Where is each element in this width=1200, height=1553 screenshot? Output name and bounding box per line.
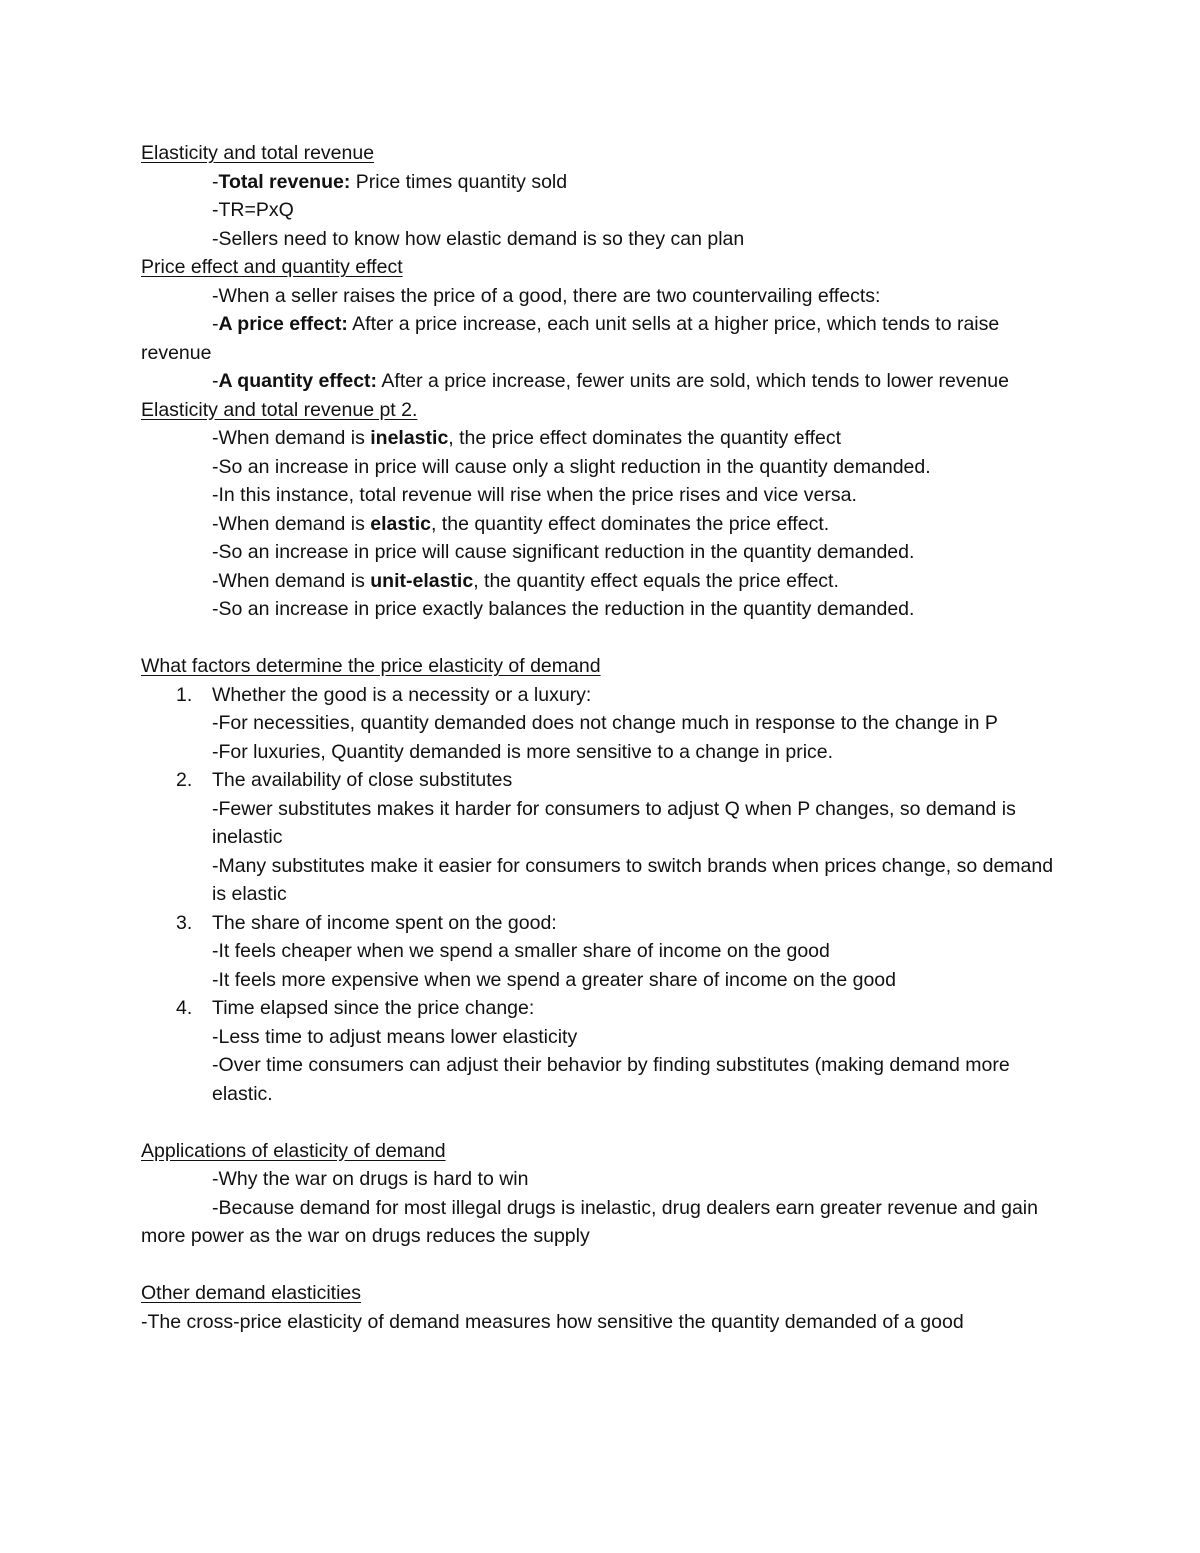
- list-item: [141, 681, 1066, 767]
- spacer: [141, 1251, 1066, 1280]
- unit-elastic-explanation: -So an increase in price exactly balances the reduction in the quantity demanded.: [212, 598, 915, 620]
- section-heading-other-elasticities: Other demand elasticities: [141, 1282, 362, 1304]
- list-number: 1.: [176, 683, 193, 706]
- list-item: [141, 766, 1066, 909]
- list-item: [141, 909, 1066, 995]
- list-item-body: [212, 766, 1066, 909]
- section-heading-elasticity-total-revenue: Elasticity and total revenue: [141, 142, 375, 164]
- term-elastic: elastic: [370, 512, 431, 535]
- formula-line: -TR=PxQ: [212, 199, 294, 221]
- term-price-effect: A price effect:: [218, 313, 348, 335]
- term-total-revenue: Total revenue:: [218, 170, 351, 193]
- text: -When demand is: [212, 569, 371, 592]
- list-item-sub: -Over time consumers can adjust their behavior by finding substitutes (making demand more elastic.: [212, 1054, 1010, 1105]
- text: -When demand is: [212, 512, 371, 535]
- section-heading-elasticity-total-revenue-pt2: Elasticity and total revenue pt 2.: [141, 398, 418, 421]
- sellers-note: -Sellers need to know how elastic demand is so they can plan: [212, 227, 745, 250]
- list-number: 2.: [176, 769, 193, 791]
- total-revenue-definition: [141, 168, 1066, 197]
- list-item-title: The availability of close substitutes: [212, 769, 513, 791]
- section-heading-determinants: What factors determine the price elasticity of demand: [141, 655, 601, 677]
- list-item-title: Whether the good is a necessity or a luxury:: [212, 683, 592, 706]
- list-item-body: [212, 994, 1066, 1108]
- list-item-sub: -For luxuries, Quantity demanded is more sensitive to a change in price.: [212, 740, 834, 763]
- price-effect-definition: [141, 310, 1066, 367]
- term-quantity-effect: A quantity effect:: [218, 370, 378, 392]
- spacer: [141, 624, 1066, 653]
- document-body: [141, 139, 1066, 1336]
- list-item-sub: -It feels cheaper when we spend a smaller share of income on the good: [212, 940, 830, 962]
- prefix: -: [212, 370, 219, 392]
- list-item-sub: -Many substitutes make it easier for consumers to switch brands when prices change, so demand is elastic: [212, 854, 1054, 905]
- list-item-title: The share of income spent on the good:: [212, 911, 557, 934]
- definition-text: After a price increase, each unit sells at a higher price, which tends to raise revenue: [141, 313, 1000, 364]
- list-item-title: Time elapsed since the price change:: [212, 997, 535, 1019]
- war-on-drugs-line: -Why the war on drugs is hard to win: [212, 1168, 529, 1190]
- list-item-sub: -It feels more expensive when we spend a greater share of income on the good: [212, 968, 896, 991]
- cross-price-elasticity-line: -The cross-price elasticity of demand measures how sensitive the quantity demanded of a good: [141, 1310, 964, 1333]
- section-heading-price-quantity-effect: Price effect and quantity effect: [141, 256, 403, 278]
- list-item-body: [212, 681, 1066, 767]
- text: , the price effect dominates the quantity effect: [448, 427, 842, 449]
- unit-elastic-line: [141, 567, 1066, 596]
- inelastic-line: [141, 424, 1066, 453]
- war-on-drugs-explanation: -Because demand for most illegal drugs is inelastic, drug dealers earn greater revenue and gain more power as the war on drugs reduces the supply: [141, 1196, 1038, 1247]
- inelastic-explanation: -So an increase in price will cause only a slight reduction in the quantity demanded.: [212, 455, 931, 478]
- list-number: 4.: [176, 997, 193, 1019]
- text: , the quantity effect equals the price effect.: [473, 569, 839, 592]
- elastic-line: [141, 510, 1066, 539]
- list-item-sub: -For necessities, quantity demanded does not change much in response to the change in P: [212, 712, 998, 734]
- term-inelastic: inelastic: [370, 427, 449, 449]
- list-item-sub: -Less time to adjust means lower elasticity: [212, 1025, 578, 1048]
- prefix: -: [212, 313, 219, 335]
- list-item: [141, 994, 1066, 1108]
- text: -When demand is: [212, 427, 371, 449]
- spacer: [141, 1108, 1066, 1137]
- effects-intro: -When a seller raises the price of a good, there are two countervailing effects:: [212, 284, 881, 307]
- revenue-rise-note: -In this instance, total revenue will rise when the price rises and vice versa.: [212, 484, 857, 506]
- quantity-effect-definition: [141, 367, 1066, 396]
- definition-text: After a price increase, fewer units are sold, which tends to lower revenue: [377, 370, 1009, 392]
- list-item-body: [212, 909, 1066, 995]
- prefix: -: [212, 170, 219, 193]
- elastic-explanation: -So an increase in price will cause significant reduction in the quantity demanded.: [212, 541, 915, 563]
- text: , the quantity effect dominates the price effect.: [430, 512, 830, 535]
- list-number: 3.: [176, 911, 193, 934]
- section-heading-applications: Applications of elasticity of demand: [141, 1139, 446, 1162]
- definition-text: Price times quantity sold: [350, 170, 568, 193]
- term-unit-elastic: unit-elastic: [370, 569, 474, 592]
- list-item-sub: -Fewer substitutes makes it harder for consumers to adjust Q when P changes, so demand is inelastic: [212, 797, 1016, 848]
